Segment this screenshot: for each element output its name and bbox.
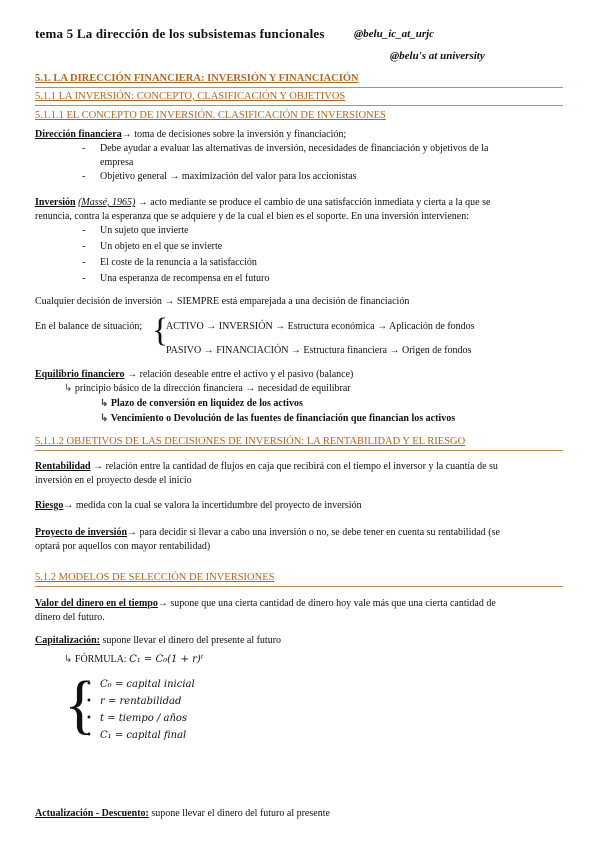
term-direccion-financiera: Dirección financiera — [35, 129, 122, 140]
variable-item: • t = tiempo / años — [100, 713, 187, 724]
riesgo-definition: → medida con la cual se valora la incertidumbre del proyecto de inversión — [63, 500, 362, 511]
equilibrio-principle: principio básico de la dirección financiera → necesidad de equilibrar — [74, 383, 351, 394]
proyecto-definition: → para decidir si llevar a cabo una inversión o no, se debe tener en cuenta su rentabilidad (se — [127, 527, 500, 538]
list-item: - Objetivo general → maximización del valor para los accionistas — [100, 170, 357, 184]
riesgo-paragraph — [35, 499, 362, 513]
divider — [35, 586, 563, 587]
page-title: tema 5 La dirección de los subsistemas funcionales — [35, 26, 325, 41]
balance-pasivo: PASIVO → FINANCIACIÓN → Estructura financiera → Origen de fondos — [166, 345, 472, 356]
valor-definition-cont: dinero del futuro. — [35, 612, 105, 623]
list-item: - Un sujeto que invierte — [100, 224, 189, 238]
section-heading-5-1-2: 5.1.2 MODELOS DE SELECCIÓN DE INVERSIONES — [35, 572, 275, 583]
section-heading-5-1-1: 5.1.1 LA INVERSIÓN: CONCEPTO, CLASIFICACIÓN Y OBJETIVOS — [35, 91, 346, 102]
inversion-paragraph — [35, 196, 490, 210]
actualizacion-paragraph — [35, 807, 330, 821]
variable-item: • C₁ = capital final — [100, 730, 186, 741]
divider — [35, 87, 563, 88]
rentabilidad-definition: → relación entre la cantidad de flujos en caja que recibirá con el tiempo el inversor y la cuantía de su — [93, 461, 498, 472]
term-capitalizacion: Capitalización: — [35, 635, 100, 646]
equilibrio-sub — [64, 382, 351, 396]
term-actualizacion: Actualización - Descuento: — [35, 808, 149, 819]
proyecto-definition-cont: optará por aquellos con mayor rentabilidad) — [35, 541, 211, 552]
term-valor-dinero: Valor del dinero en el tiempo — [35, 598, 158, 609]
variable-item: • C₀ = capital inicial — [100, 679, 195, 690]
list-item: - Debe ayudar a evaluar las alternativas de inversión, necesidades de financiación y objetivos de la — [100, 142, 488, 156]
direccion-definition: → toma de decisiones sobre la inversión y financiación; — [121, 129, 347, 140]
citation: (Massé, 1965) — [78, 197, 136, 208]
valor-definition: → supone que una cierta cantidad de dinero hoy vale más que una cierta cantidad de — [157, 598, 496, 609]
actualizacion-definition: supone llevar el dinero del futuro al presente — [151, 808, 330, 819]
list-item: - Una esperanza de recompensa en el futuro — [100, 272, 269, 286]
term-rentabilidad: Rentabilidad — [35, 461, 91, 472]
equilibrio-paragraph — [35, 368, 353, 382]
decision-statement: Cualquier decisión de inversión → SIEMPRE está emparejada a una decisión de financiación — [35, 296, 410, 307]
equilibrio-item-text: Vencimiento o Devolución de las fuentes de financiación que financian los activos — [110, 413, 456, 424]
list-item-continuation: empresa — [100, 157, 134, 168]
valor-paragraph — [35, 597, 496, 611]
equilibrio-definition: → relación deseable entre el activo y el pasivo (balance) — [127, 369, 354, 380]
rentabilidad-paragraph — [35, 460, 498, 474]
balance-activo: ACTIVO → INVERSIÓN → Estructura económica → Aplicación de fondos — [166, 321, 475, 332]
author-handle: @belu_ic_at_urjc — [354, 28, 435, 40]
list-item: - Un objeto en el que se invierte — [100, 240, 222, 254]
formula-label: FÓRMULA: — [74, 654, 127, 665]
term-equilibrio-financiero: Equilibrio financiero — [35, 369, 125, 380]
inversion-definition: → acto mediante se produce el cambio de una satisfacción inmediata y cierta a la que se — [137, 197, 491, 208]
equilibrio-item-2 — [100, 412, 455, 426]
formula-line — [64, 653, 203, 667]
divider — [35, 105, 563, 106]
brace: { — [64, 668, 96, 741]
return-arrow-icon: ↳ — [64, 383, 73, 394]
formula: C₁ = C₀(1 + r)ᵗ — [129, 654, 204, 665]
list-item: - El coste de la renuncia a la satisfacción — [100, 256, 257, 270]
rentabilidad-definition-cont: inversión en el proyecto desde el inicio — [35, 475, 192, 486]
section-heading-5-1-1-1: 5.1.1.1 EL CONCEPTO DE INVERSIÓN. CLASIFICACIÓN DE INVERSIONES — [35, 110, 386, 121]
equilibrio-item-1 — [100, 397, 303, 411]
equilibrio-item-text: Plazo de conversión en liquidez de los activos — [110, 398, 303, 409]
return-arrow-icon: ↳ — [100, 398, 109, 409]
author-handle-2: @belu's at university — [390, 50, 485, 62]
divider — [35, 450, 563, 451]
capitalizacion-definition: supone llevar el dinero del presente al futuro — [102, 635, 282, 646]
balance-lead: En el balance de situación; — [35, 321, 143, 332]
brace: { — [152, 312, 169, 349]
section-heading-5-1: 5.1. LA DIRECCIÓN FINANCIERA: INVERSIÓN Y FINANCIACIÓN — [35, 73, 359, 84]
return-arrow-icon: ↳ — [100, 413, 109, 424]
proyecto-paragraph — [35, 526, 500, 540]
term-proyecto-inversion: Proyecto de inversión — [35, 527, 128, 538]
term-riesgo: Riesgo — [35, 500, 64, 511]
variable-item: • r = rentabilidad — [100, 696, 181, 707]
return-arrow-icon: ↳ — [64, 654, 73, 665]
term-inversion: Inversión — [35, 197, 76, 208]
inversion-definition-cont: renuncia, contra la esperanza que se adquiere y de la cual el bien es el soporte. En una inversión intervienen: — [35, 211, 469, 222]
section-heading-5-1-1-2: 5.1.1.2 OBJETIVOS DE LAS DECISIONES DE INVERSIÓN: LA RENTABILIDAD Y EL RIESGO — [35, 436, 466, 447]
direccion-paragraph — [35, 128, 346, 142]
capitalizacion-paragraph — [35, 634, 281, 648]
